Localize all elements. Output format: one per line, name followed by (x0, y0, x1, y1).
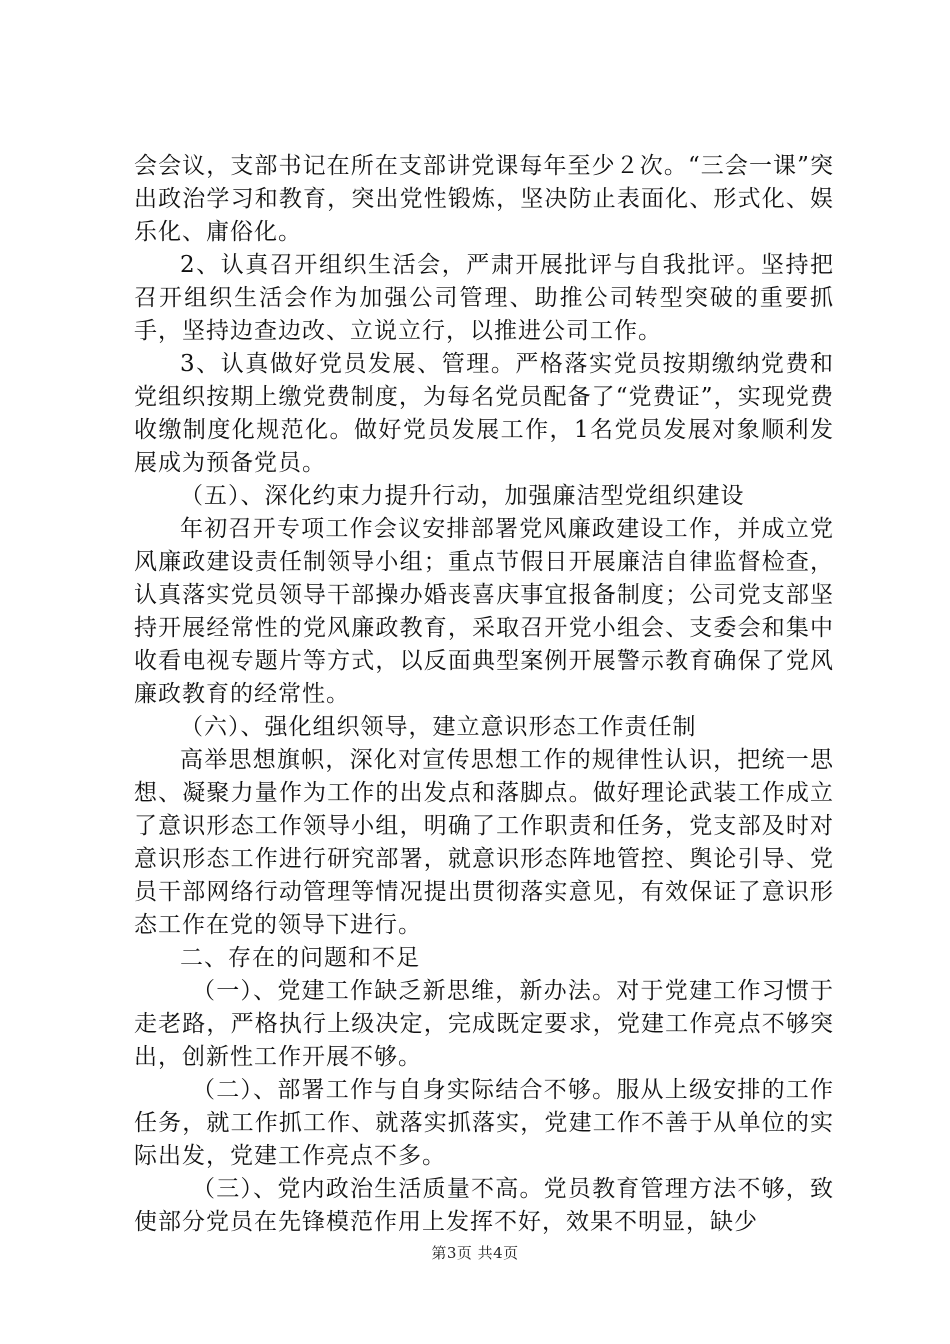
paragraph-meetings-continued: 会会议，支部书记在所在支部讲党课每年至少２次。“三会一课”突出政治学习和教育，突出党性锻炼，坚决防止表面化、形式化、娱乐化、庸俗化。 (134, 153, 834, 245)
paragraph-ideology-responsibility: 高举思想旗帜，深化对宣传思想工作的规律性认识，把统一思想、凝聚力量作为工作的出发点和落脚点。做好理论武装工作成立了意识形态工作领导小组，明确了工作职责和任务，党支部及时对意识形态工作进行研究部署，就意识形态阵地管控、舆论引导、党员干部网络行动管理等情况提出贯彻落实意见，有效保证了意识形态工作在党的领导下进行。 (134, 747, 834, 938)
heading-problems-and-shortcomings: 二、存在的问题和不足 (180, 945, 420, 971)
paragraph-member-development: 3、认真做好党员发展、管理。严格落实党员按期缴纳党费和党组织按期上缴党费制度，为每名党员配备了“党费证”，实现党费收缴制度化规范化。做好党员发展工作，1名党员发展对象顺利发展成为预备党员。 (134, 351, 834, 476)
heading-section-six: （六）、强化组织领导，建立意识形态工作责任制 (180, 714, 697, 740)
paragraph-problem-three: （三）、党内政治生活质量不高。党员教育管理方法不够，致使部分党员在先锋模范作用上发挥不好，效果不明显，缺少 (134, 1176, 834, 1235)
document-body (134, 150, 834, 1239)
paragraph-problem-two: （二）、部署工作与自身实际结合不够。服从上级安排的工作任务，就工作抓工作、就落实抓落实，党建工作不善于从单位的实际出发，党建工作亮点不多。 (134, 1077, 834, 1169)
paragraph-integrity-building: 年初召开专项工作会议安排部署党风廉政建设工作，并成立党风廉政建设责任制领导小组；重点节假日开展廉洁自律监督检查，认真落实党员领导干部操办婚丧喜庆事宜报备制度；公司党支部坚持开展经常性的党风廉政教育，采取召开党小组会、支委会和集中收看电视专题片等方式，以反面典型案例开展警示教育确保了党风廉政教育的经常性。 (134, 516, 834, 707)
heading-section-five: （五）、深化约束力提升行动，加强廉洁型党组织建设 (180, 483, 745, 509)
page-number-footer: 第3页 共4页 (431, 1244, 519, 1262)
paragraph-problem-one: （一）、党建工作缺乏新思维，新办法。对于党建工作习惯于走老路，严格执行上级决定，完成既定要求，党建工作亮点不够突出，创新性工作开展不够。 (134, 978, 834, 1070)
paragraph-organizational-life-meeting: 2、认真召开组织生活会，严肃开展批评与自我批评。坚持把召开组织生活会作为加强公司管理、助推公司转型突破的重要抓手，坚持边查边改、立说立行，以推进公司工作。 (134, 252, 834, 344)
